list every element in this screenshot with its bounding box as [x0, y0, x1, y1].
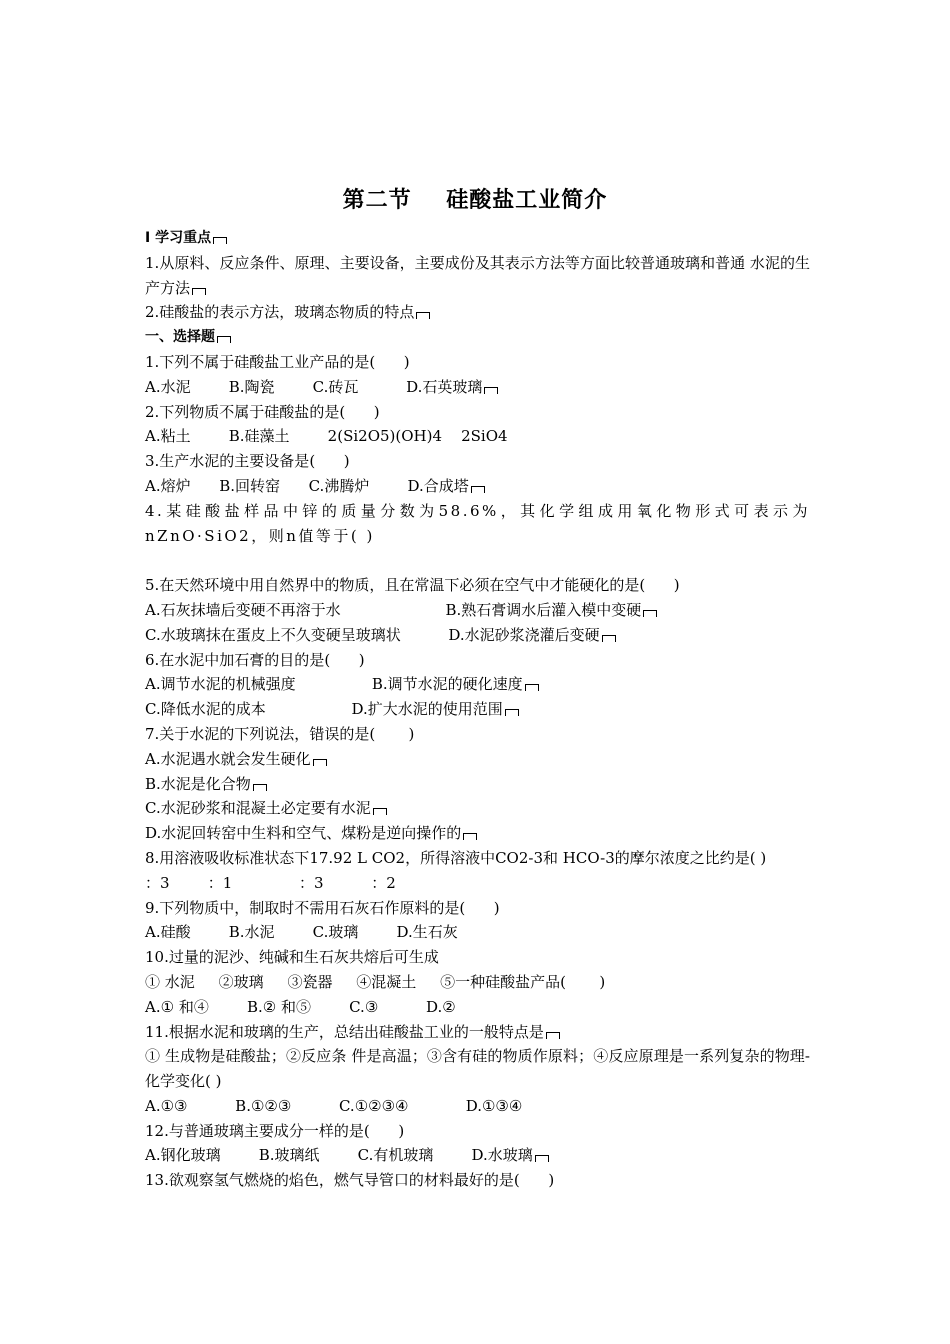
question-12: 12.与普通玻璃主要成分一样的是( ): [145, 1121, 405, 1140]
key-point-1: 1.从原料、反应条件、原理、主要设备，主要成份及其表示方法等方面比较普通玻璃和普通 水泥的生产方法: [145, 253, 810, 297]
page-title: 第二节 硅酸盐工业简介: [342, 188, 608, 213]
question-10-options: A.① 和④ B.② 和⑤ C.③ D.②: [145, 997, 456, 1016]
paragraph-mark-icon: [373, 808, 387, 815]
question-5-options-ab: A.石灰抹墙后变硬不再溶于水 B.熟石膏调水后灌入模中变硬: [145, 598, 810, 623]
question-9: 9.下列物质中，制取时不需用石灰石作原料的是( ): [145, 898, 500, 917]
question-11-options: A.①③ B.①②③ C.①②③④ D.①③④: [145, 1096, 523, 1115]
question-6-options-cd: C.降低水泥的成本 D.扩大水泥的使用范围: [145, 697, 810, 722]
question-8-options: ：3 ：1 ：3 ：2: [145, 873, 396, 892]
paragraph-mark-icon: [192, 288, 206, 295]
question-8: 8.用溶液吸收标准状态下17.92 L CO2，所得溶液中CO2-3和 HCO-3的摩尔浓度之比约是( ): [145, 848, 767, 867]
paragraph-mark-icon: [463, 833, 477, 840]
question-3-options: A.熔炉 B.回转窑 C.沸腾炉 D.合成塔: [145, 474, 810, 499]
question-11-items: ① 生成物是硅酸盐；②反应条 件是高温；③含有硅的物质作原料；④反应原理是一系列复杂的物理-化学变化( ): [145, 1047, 810, 1091]
paragraph-mark-icon: [213, 237, 227, 244]
section-heading-key-points: Ⅰ 学习重点: [145, 226, 810, 251]
question-6-options-ab: A.调节水泥的机械强度 B.调节水泥的硬化速度: [145, 672, 810, 697]
paragraph-mark-icon: [416, 312, 430, 319]
document-body: [145, 226, 810, 1193]
question-3: 3.生产水泥的主要设备是( ): [145, 452, 350, 471]
paragraph-mark-icon: [217, 336, 231, 343]
question-7-option-d: D.水泥回转窑中生料和空气、煤粉是逆向操作的: [145, 821, 810, 846]
question-9-options: A.硅酸 B.水泥 C.玻璃 D.生石灰: [145, 923, 458, 942]
question-1: 1.下列不属于硅酸盐工业产品的是( ): [145, 352, 410, 371]
question-7-option-b: B.水泥是化合物: [145, 772, 810, 797]
question-2: 2.下列物质不属于硅酸盐的是( ): [145, 402, 380, 421]
paragraph-mark-icon: [484, 387, 498, 394]
key-point-2: 2.硅酸盐的表示方法，玻璃态物质的特点: [145, 300, 810, 325]
question-12-options: A.钢化玻璃 B.玻璃纸 C.有机玻璃 D.水玻璃: [145, 1143, 810, 1168]
paragraph-mark-icon: [471, 486, 485, 493]
paragraph-mark-icon: [535, 1155, 549, 1162]
question-7-option-a: A.水泥遇水就会发生硬化: [145, 747, 810, 772]
paragraph-mark-icon: [253, 784, 267, 791]
paragraph-mark-icon: [546, 1032, 560, 1039]
question-11: 11.根据水泥和玻璃的生产，总结出硅酸盐工业的一般特点是: [145, 1020, 810, 1045]
question-5: 5.在天然环境中用自然界中的物质，且在常温下必须在空气中才能硬化的是( ): [145, 576, 680, 595]
question-13: 13.欲观察氢气燃烧的焰色，燃气导管口的材料最好的是( ): [145, 1171, 555, 1190]
section-heading-choice: 一、选择题: [145, 325, 810, 350]
question-10: 10.过量的泥沙、纯碱和生石灰共熔后可生成: [145, 948, 439, 967]
question-7: 7.关于水泥的下列说法，错误的是( ): [145, 724, 415, 743]
question-1-options: A.水泥 B.陶瓷 C.砖瓦 D.石英玻璃: [145, 375, 810, 400]
question-7-option-c: C.水泥砂浆和混凝土必定要有水泥: [145, 796, 810, 821]
paragraph-mark-icon: [313, 759, 327, 766]
question-4-blank: [145, 548, 810, 573]
paragraph-mark-icon: [602, 635, 616, 642]
question-5-options-cd: C.水玻璃抹在蛋皮上不久变硬呈玻璃状 D.水泥砂浆浇灌后变硬: [145, 623, 810, 648]
question-4: 4.某硅酸盐样品中锌的质量分数为58.6%，其化学组成用氧化物形式可表示为 nZnO·SiO2，则n值等于( ): [145, 501, 810, 545]
question-10-items: ① 水泥 ②玻璃 ③瓷器 ④混凝土 ⑤一种硅酸盐产品( ): [145, 972, 606, 991]
paragraph-mark-icon: [643, 610, 657, 617]
question-6: 6.在水泥中加石膏的目的是( ): [145, 650, 365, 669]
paragraph-mark-icon: [525, 684, 539, 691]
question-2-options: A.粘土 B.硅藻土 2(Si2O5)(OH)4 2SiO4: [145, 427, 508, 446]
paragraph-mark-icon: [505, 709, 519, 716]
